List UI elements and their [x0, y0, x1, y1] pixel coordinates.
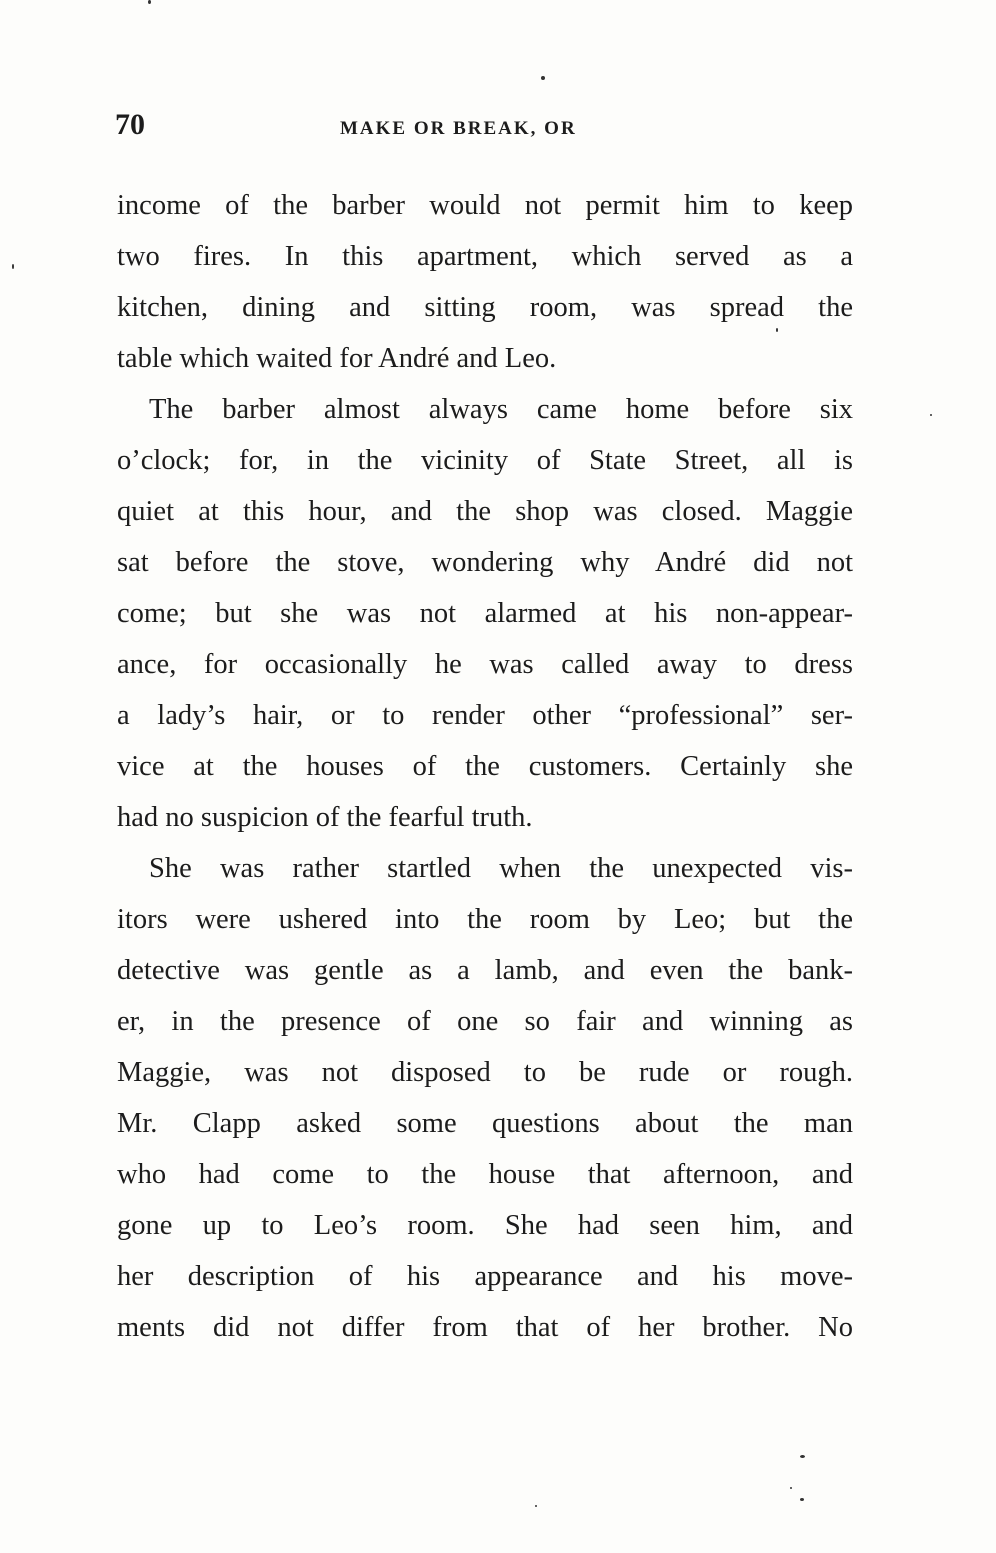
text-line: her description of his appearance and his move-	[117, 1261, 853, 1292]
scan-speck	[776, 328, 778, 332]
page-header	[115, 108, 855, 148]
scan-speck	[541, 76, 545, 80]
scan-speck	[12, 264, 14, 269]
running-head: MAKE OR BREAK, OR	[340, 118, 577, 139]
text-line: kitchen, dining and sitting room, was spread the	[117, 292, 853, 323]
text-line: ments did not differ from that of her brother. No	[117, 1312, 853, 1343]
text-line: income of the barber would not permit him to keep	[117, 190, 853, 221]
text-line: sat before the stove, wondering why André did not	[117, 547, 853, 578]
text-line: er, in the presence of one so fair and winning as	[117, 1006, 853, 1037]
text-line: gone up to Leo’s room. She had seen him, and	[117, 1210, 853, 1241]
scan-speck	[930, 414, 932, 416]
text-line: Maggie, was not disposed to be rude or rough.	[117, 1057, 853, 1088]
text-line: had no suspicion of the fearful truth.	[117, 802, 533, 833]
text-line: vice at the houses of the customers. Certainly she	[117, 751, 853, 782]
scan-speck	[790, 1487, 792, 1489]
text-line: o’clock; for, in the vicinity of State Street, all is	[117, 445, 853, 476]
text-line: table which waited for André and Leo.	[117, 343, 557, 374]
text-line: a lady’s hair, or to render other “professional” ser-	[117, 700, 853, 731]
text-line: quiet at this hour, and the shop was closed. Maggie	[117, 496, 853, 527]
text-line: The barber almost always came home before six	[149, 394, 853, 425]
text-line: itors were ushered into the room by Leo; but the	[117, 904, 853, 935]
text-line: Mr. Clapp asked some questions about the man	[117, 1108, 853, 1139]
scan-speck	[148, 0, 151, 4]
page-number: 70	[115, 108, 145, 141]
scan-speck	[800, 1455, 805, 1458]
text-line: who had come to the house that afternoon, and	[117, 1159, 853, 1190]
text-line: come; but she was not alarmed at his non-appear-	[117, 598, 853, 629]
text-line: She was rather startled when the unexpected vis-	[149, 853, 853, 884]
text-line: two fires. In this apartment, which served as a	[117, 241, 853, 272]
scan-speck	[535, 1505, 537, 1507]
scan-speck	[800, 1498, 804, 1501]
text-line: ance, for occasionally he was called away to dress	[117, 649, 853, 680]
body-text	[117, 180, 853, 1353]
text-line: detective was gentle as a lamb, and even the bank-	[117, 955, 853, 986]
